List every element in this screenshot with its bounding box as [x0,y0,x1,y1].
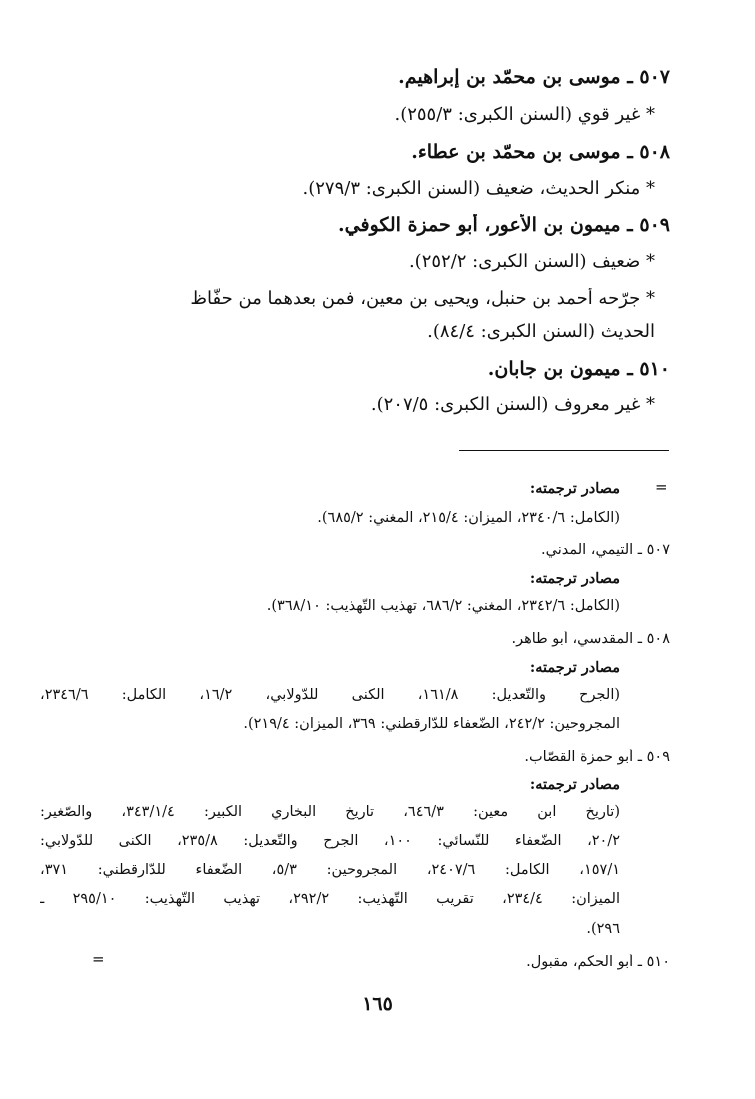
footnote-509-sources-1: (تاريخ ابن معين: ٦٤٦/٣، تاريخ البخاري الكبير: ٣٤٣/١/٤، والصّغير: [40,804,620,820]
footnote-cont-label: مصادر ترجمته: [529,480,620,497]
footnote-507-sources: (الكامل: ٢٣٤٢/٦، المغني: ٦٨٦/٢، تهذيب التّهذيب: ٣٦٨/١٠). [266,598,620,614]
footnote-508-label: مصادر ترجمته: [529,659,620,676]
footnote-509-sources-5: ٢٩٦). [586,921,620,937]
footnote-cont-sources: (الكامل: ٢٣٤٠/٦، الميزان: ٢١٥/٤، المغني: ٦٨٥/٢). [317,510,620,526]
footnote-507-label: مصادر ترجمته: [529,570,620,587]
footnote-separator [459,450,669,451]
footnote-508-title: ٥٠٨ ـ المقدسي، أبو طاهر. [511,631,670,647]
footnote-510-title: ٥١٠ ـ أبو الحكم، مقبول. [526,954,670,970]
footnote-508-sources-2: المجروحين: ٢٤٢/٢، الضّعفاء للدّارقطني: ٣٦٩، الميزان: ٢١٩/٤). [243,716,620,732]
footnote-509-sources-4: الميزان: ٢٣٤/٤، تقريب التّهذيب: ٢٩٢/٢، تهذيب التّهذيب: ٢٩٥/١٠ ـ [40,891,620,907]
entry-508-note: * منكر الحديث، ضعيف (السنن الكبرى: ٢٧٩/٣). [302,178,655,199]
entry-510-note: * غير معروف (السنن الكبرى: ٢٠٧/٥). [370,394,655,415]
footnote-continuation-marker: = [655,478,668,496]
footnote-507-title: ٥٠٧ ـ التيمي، المدني. [541,542,670,558]
entry-509-note-1: * ضعيف (السنن الكبرى: ٢٥٢/٢). [408,251,655,272]
footnote-continues-marker: = [92,950,105,968]
footnote-509-sources-2: ٢٠/٢، الضّعفاء للنّسائي: ١٠٠، الجرح والتّعديل: ٢٣٥/٨، الكنى للدّولابي: [40,833,620,849]
entry-509-note-3: الحديث (السنن الكبرى: ٨٤/٤). [427,321,655,342]
entry-509-title: ٥٠٩ ـ ميمون بن الأعور، أبو حمزة الكوفي. [338,214,670,236]
entry-508-title: ٥٠٨ ـ موسى بن محمّد بن عطاء. [411,141,670,163]
entry-507-note: * غير قوي (السنن الكبرى: ٢٥٥/٣). [394,104,655,125]
footnote-508-sources-1: (الجرح والتّعديل: ١٦١/٨، الكنى للدّولابي، ١٦/٢، الكامل: ٢٣٤٦/٦، [40,687,620,703]
footnote-509-sources-3: ١٥٧/١، الكامل: ٢٤٠٧/٦، المجروحين: ٥/٣، الضّعفاء للدّارقطني: ٣٧١، [40,862,620,878]
entry-507-title: ٥٠٧ ـ موسى بن محمّد بن إبراهيم. [398,66,670,88]
footnote-509-label: مصادر ترجمته: [529,776,620,793]
page-number: ١٦٥ [362,993,393,1015]
entry-509-note-2: * جرّحه أحمد بن حنبل، ويحيى بن معين، فمن بعدهما من حفّاظ [190,288,655,309]
footnote-509-title: ٥٠٩ ـ أبو حمزة القصّاب. [524,749,670,765]
entry-510-title: ٥١٠ ـ ميمون بن جابان. [487,358,670,380]
